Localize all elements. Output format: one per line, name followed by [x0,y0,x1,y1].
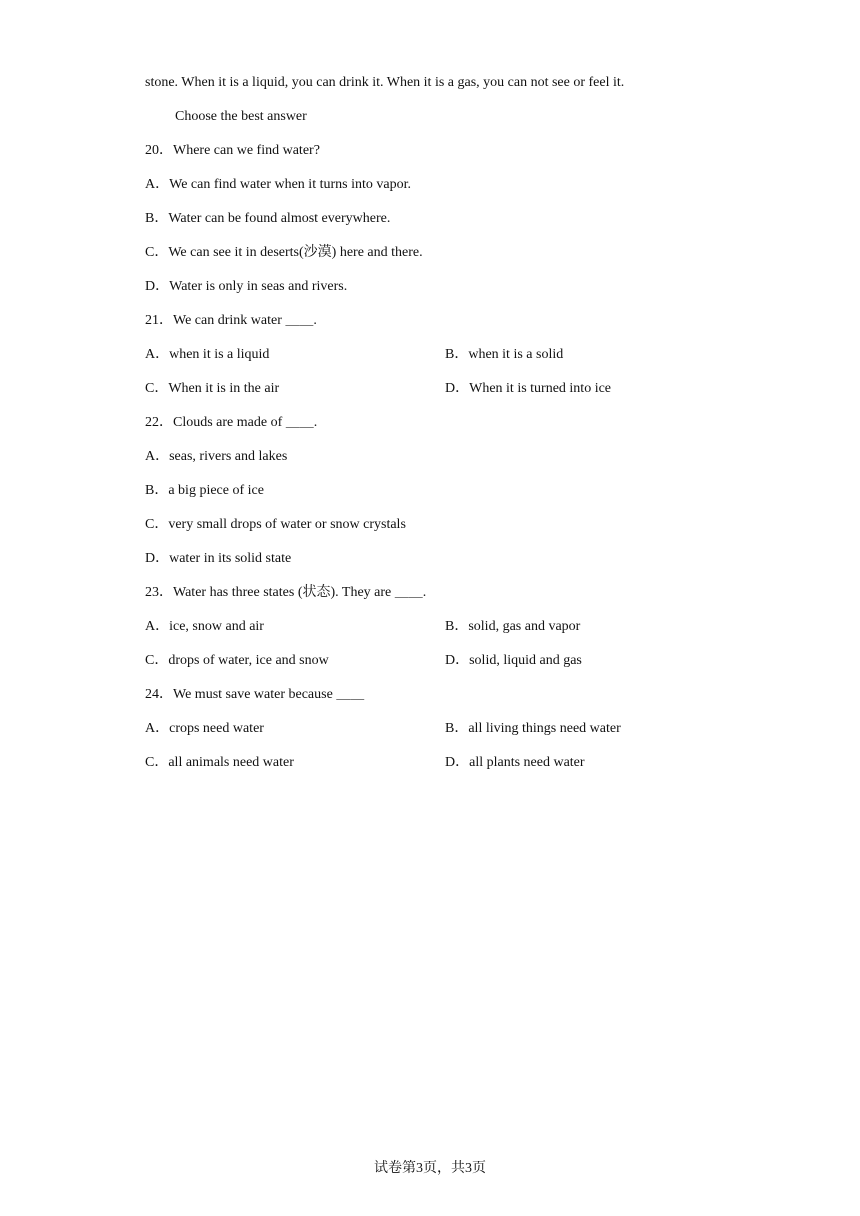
answer-option: D．water in its solid state [145,551,292,566]
answer-option: C．When it is in the air [145,381,280,396]
answer-option: D．solid, liquid and gas [445,653,582,668]
answer-option: A．crops need water [145,721,264,736]
question-stem: 20．Where can we find water? [145,143,320,158]
answer-option: D．all plants need water [445,755,585,770]
answer-option: B．a big piece of ice [145,483,264,498]
passage-text: stone. When it is a liquid, you can drink it. When it is a gas, you can not see or feel it. [145,75,625,90]
answer-option: D．Water is only in seas and rivers. [145,279,348,294]
answer-option: A．seas, rivers and lakes [145,449,288,464]
answer-option: C．drops of water, ice and snow [145,653,329,668]
answer-option: A．ice, snow and air [145,619,264,634]
answer-option: C．We can see it in deserts(沙漠) here and there. [145,245,423,260]
answer-option: C．all animals need water [145,755,294,770]
question-stem: 23．Water has three states (状态). They are ＿＿. [145,585,427,600]
answer-option: C．very small drops of water or snow crystals [145,517,406,532]
question-stem: 21．We can drink water ＿＿. [145,313,317,328]
page-footer: 试卷第3页，共3页 [374,1161,486,1176]
section-instruction: Choose the best answer [175,109,307,124]
answer-option: D．When it is turned into ice [445,381,612,396]
question-stem: 22．Clouds are made of ＿＿. [145,415,318,430]
answer-option: B．Water can be found almost everywhere. [145,211,391,226]
answer-option: A．We can find water when it turns into vapor. [145,177,411,192]
answer-option: B．when it is a solid [445,347,564,362]
answer-option: B．all living things need water [445,721,621,736]
answer-option: B．solid, gas and vapor [445,619,581,634]
answer-option: A．when it is a liquid [145,347,270,362]
question-stem: 24．We must save water because ＿＿ [145,687,365,702]
